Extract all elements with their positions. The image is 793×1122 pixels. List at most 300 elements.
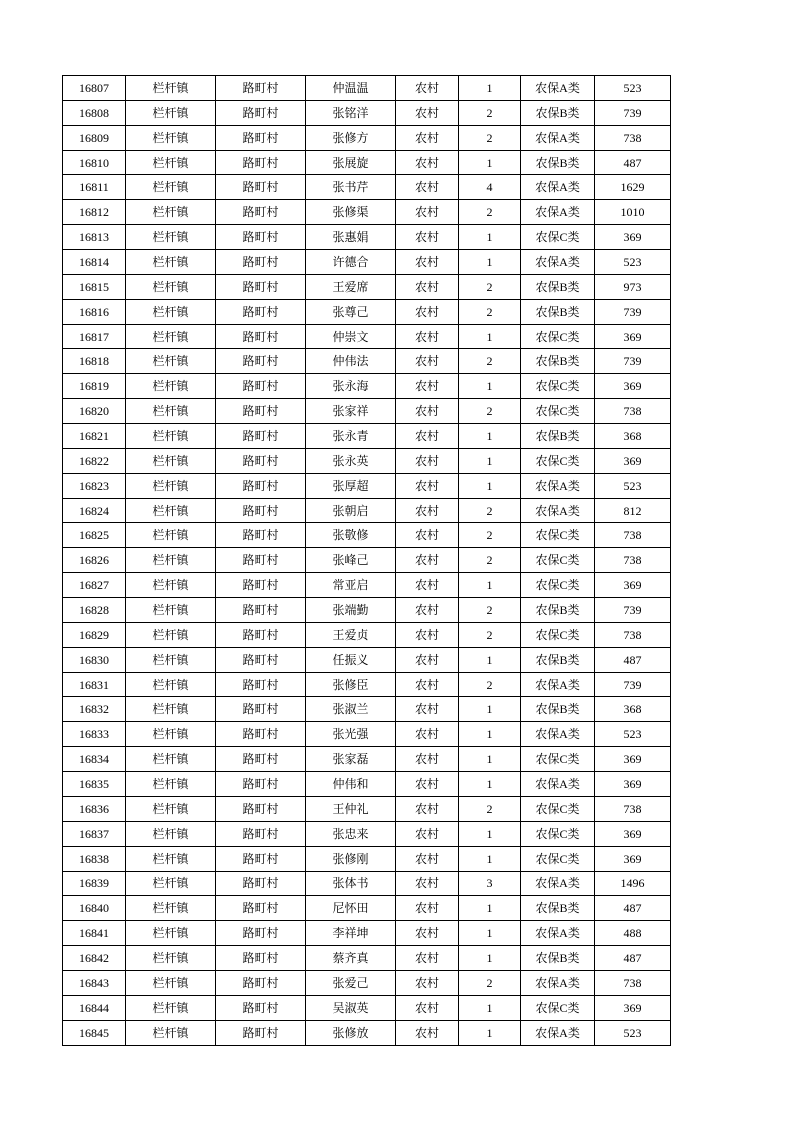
table-cell-residence: 农村 [396, 573, 459, 598]
table-cell-category: 农保A类 [521, 76, 595, 101]
table-cell-count: 1 [459, 896, 521, 921]
table-cell-village: 路町村 [216, 946, 306, 971]
table-cell-amount: 369 [595, 747, 671, 772]
table-cell-amount: 523 [595, 250, 671, 275]
table-cell-amount: 738 [595, 622, 671, 647]
table-cell-residence: 农村 [396, 896, 459, 921]
table-cell-category: 农保C类 [521, 225, 595, 250]
table-cell-count: 1 [459, 1020, 521, 1045]
table-cell-amount: 739 [595, 598, 671, 623]
table-cell-town: 栏杆镇 [126, 523, 216, 548]
table-cell-id: 16831 [63, 672, 126, 697]
table-cell-count: 2 [459, 523, 521, 548]
table-cell-category: 农保C类 [521, 399, 595, 424]
table-row [63, 796, 671, 821]
table-row [63, 548, 671, 573]
table-cell-amount: 369 [595, 995, 671, 1020]
table-row [63, 225, 671, 250]
table-cell-village: 路町村 [216, 76, 306, 101]
table-cell-name: 张展旋 [306, 150, 396, 175]
table-cell-village: 路町村 [216, 747, 306, 772]
table-cell-count: 1 [459, 473, 521, 498]
table-cell-category: 农保A类 [521, 772, 595, 797]
table-cell-id: 16836 [63, 796, 126, 821]
table-cell-town: 栏杆镇 [126, 747, 216, 772]
table-cell-name: 仲伟法 [306, 349, 396, 374]
table-row [63, 349, 671, 374]
table-cell-id: 16823 [63, 473, 126, 498]
table-cell-residence: 农村 [396, 995, 459, 1020]
table-cell-residence: 农村 [396, 747, 459, 772]
table-cell-residence: 农村 [396, 970, 459, 995]
table-row [63, 697, 671, 722]
table-cell-village: 路町村 [216, 796, 306, 821]
table-cell-amount: 487 [595, 946, 671, 971]
table-cell-village: 路町村 [216, 473, 306, 498]
table-cell-name: 张朝启 [306, 498, 396, 523]
table-cell-name: 张端勤 [306, 598, 396, 623]
table-cell-category: 农保C类 [521, 796, 595, 821]
table-row [63, 772, 671, 797]
table-cell-town: 栏杆镇 [126, 1020, 216, 1045]
table-cell-town: 栏杆镇 [126, 970, 216, 995]
table-cell-village: 路町村 [216, 498, 306, 523]
table-row [63, 896, 671, 921]
table-cell-id: 16827 [63, 573, 126, 598]
table-cell-name: 张敬修 [306, 523, 396, 548]
table-cell-residence: 农村 [396, 76, 459, 101]
table-cell-town: 栏杆镇 [126, 796, 216, 821]
table-cell-town: 栏杆镇 [126, 548, 216, 573]
table-cell-category: 农保B类 [521, 100, 595, 125]
table-cell-name: 张永青 [306, 424, 396, 449]
table-cell-id: 16838 [63, 846, 126, 871]
table-cell-amount: 369 [595, 225, 671, 250]
table-cell-residence: 农村 [396, 349, 459, 374]
table-cell-village: 路町村 [216, 225, 306, 250]
table-cell-town: 栏杆镇 [126, 448, 216, 473]
table-cell-village: 路町村 [216, 846, 306, 871]
table-cell-village: 路町村 [216, 970, 306, 995]
table-row [63, 722, 671, 747]
table-cell-residence: 农村 [396, 125, 459, 150]
table-cell-village: 路町村 [216, 921, 306, 946]
table-cell-category: 农保B类 [521, 424, 595, 449]
table-cell-amount: 739 [595, 349, 671, 374]
table-cell-count: 4 [459, 175, 521, 200]
table-row [63, 573, 671, 598]
table-cell-id: 16820 [63, 399, 126, 424]
table-cell-name: 吴淑英 [306, 995, 396, 1020]
table-row [63, 871, 671, 896]
table-cell-residence: 农村 [396, 424, 459, 449]
table-row [63, 399, 671, 424]
table-row [63, 598, 671, 623]
table-cell-village: 路町村 [216, 274, 306, 299]
table-cell-amount: 523 [595, 473, 671, 498]
table-cell-id: 16812 [63, 200, 126, 225]
table-cell-amount: 487 [595, 150, 671, 175]
table-cell-id: 16830 [63, 647, 126, 672]
table-cell-id: 16825 [63, 523, 126, 548]
table-cell-name: 张尊己 [306, 299, 396, 324]
table-cell-id: 16837 [63, 821, 126, 846]
table-cell-village: 路町村 [216, 324, 306, 349]
table-cell-name: 尼怀田 [306, 896, 396, 921]
table-cell-category: 农保B类 [521, 946, 595, 971]
table-cell-id: 16834 [63, 747, 126, 772]
table-cell-town: 栏杆镇 [126, 722, 216, 747]
table-cell-amount: 812 [595, 498, 671, 523]
table-cell-count: 1 [459, 697, 521, 722]
table-cell-category: 农保A类 [521, 175, 595, 200]
table-cell-count: 1 [459, 846, 521, 871]
table-cell-amount: 973 [595, 274, 671, 299]
table-row [63, 374, 671, 399]
table-cell-village: 路町村 [216, 299, 306, 324]
table-cell-town: 栏杆镇 [126, 299, 216, 324]
table-cell-amount: 488 [595, 921, 671, 946]
table-cell-town: 栏杆镇 [126, 672, 216, 697]
table-cell-residence: 农村 [396, 846, 459, 871]
table-cell-village: 路町村 [216, 772, 306, 797]
table-cell-village: 路町村 [216, 647, 306, 672]
table-cell-town: 栏杆镇 [126, 647, 216, 672]
table-cell-amount: 738 [595, 970, 671, 995]
table-cell-name: 张厚超 [306, 473, 396, 498]
table-cell-name: 张忠来 [306, 821, 396, 846]
table-row [63, 299, 671, 324]
table-cell-town: 栏杆镇 [126, 871, 216, 896]
table-cell-name: 仲伟和 [306, 772, 396, 797]
table-cell-category: 农保B类 [521, 299, 595, 324]
table-row [63, 821, 671, 846]
table-cell-village: 路町村 [216, 349, 306, 374]
table-cell-name: 许德合 [306, 250, 396, 275]
table-cell-village: 路町村 [216, 722, 306, 747]
table-cell-id: 16808 [63, 100, 126, 125]
table-cell-name: 张光强 [306, 722, 396, 747]
table-cell-amount: 738 [595, 548, 671, 573]
table-cell-id: 16819 [63, 374, 126, 399]
table-cell-name: 仲温温 [306, 76, 396, 101]
table-cell-category: 农保A类 [521, 1020, 595, 1045]
table-cell-residence: 农村 [396, 225, 459, 250]
table-cell-category: 农保C类 [521, 747, 595, 772]
table-cell-amount: 369 [595, 324, 671, 349]
table-cell-residence: 农村 [396, 200, 459, 225]
table-cell-residence: 农村 [396, 1020, 459, 1045]
table-cell-category: 农保A类 [521, 921, 595, 946]
table-cell-village: 路町村 [216, 622, 306, 647]
table-cell-residence: 农村 [396, 871, 459, 896]
table-row [63, 747, 671, 772]
table-row [63, 448, 671, 473]
table-cell-residence: 农村 [396, 100, 459, 125]
table-cell-name: 王爱贞 [306, 622, 396, 647]
table-cell-id: 16807 [63, 76, 126, 101]
table-cell-residence: 农村 [396, 821, 459, 846]
table-cell-residence: 农村 [396, 598, 459, 623]
table-cell-village: 路町村 [216, 448, 306, 473]
table-cell-village: 路町村 [216, 523, 306, 548]
table-cell-town: 栏杆镇 [126, 399, 216, 424]
table-cell-village: 路町村 [216, 548, 306, 573]
table-row [63, 100, 671, 125]
table-cell-village: 路町村 [216, 424, 306, 449]
table-cell-village: 路町村 [216, 598, 306, 623]
table-cell-town: 栏杆镇 [126, 76, 216, 101]
table-cell-name: 王爱席 [306, 274, 396, 299]
table-cell-amount: 1496 [595, 871, 671, 896]
table-cell-count: 1 [459, 225, 521, 250]
table-cell-amount: 523 [595, 1020, 671, 1045]
table-cell-name: 仲崇文 [306, 324, 396, 349]
table-cell-count: 1 [459, 150, 521, 175]
table-cell-id: 16832 [63, 697, 126, 722]
table-cell-count: 2 [459, 796, 521, 821]
table-cell-id: 16843 [63, 970, 126, 995]
table-cell-id: 16839 [63, 871, 126, 896]
table-cell-amount: 523 [595, 76, 671, 101]
table-cell-name: 张淑兰 [306, 697, 396, 722]
table-cell-name: 张家磊 [306, 747, 396, 772]
table-cell-town: 栏杆镇 [126, 498, 216, 523]
table-cell-amount: 738 [595, 796, 671, 821]
table-row [63, 647, 671, 672]
table-cell-amount: 738 [595, 399, 671, 424]
table-cell-count: 2 [459, 349, 521, 374]
table-cell-town: 栏杆镇 [126, 473, 216, 498]
table-cell-name: 张峰己 [306, 548, 396, 573]
table-cell-amount: 369 [595, 846, 671, 871]
table-row [63, 523, 671, 548]
table-cell-town: 栏杆镇 [126, 697, 216, 722]
table-cell-id: 16822 [63, 448, 126, 473]
table-cell-residence: 农村 [396, 523, 459, 548]
table-cell-count: 1 [459, 76, 521, 101]
table-cell-count: 2 [459, 200, 521, 225]
table-cell-residence: 农村 [396, 796, 459, 821]
table-row [63, 995, 671, 1020]
table-cell-category: 农保B类 [521, 697, 595, 722]
table-cell-village: 路町村 [216, 399, 306, 424]
table-cell-category: 农保C类 [521, 821, 595, 846]
table-cell-category: 农保B类 [521, 896, 595, 921]
table-cell-amount: 738 [595, 125, 671, 150]
table-cell-town: 栏杆镇 [126, 374, 216, 399]
table-cell-count: 2 [459, 622, 521, 647]
table-cell-category: 农保A类 [521, 473, 595, 498]
table-cell-count: 1 [459, 250, 521, 275]
table-cell-id: 16840 [63, 896, 126, 921]
table-cell-amount: 368 [595, 697, 671, 722]
table-cell-town: 栏杆镇 [126, 995, 216, 1020]
table-cell-id: 16815 [63, 274, 126, 299]
table-cell-village: 路町村 [216, 125, 306, 150]
table-cell-category: 农保A类 [521, 672, 595, 697]
table-cell-town: 栏杆镇 [126, 250, 216, 275]
table-cell-category: 农保C类 [521, 573, 595, 598]
table-cell-town: 栏杆镇 [126, 175, 216, 200]
table-row [63, 498, 671, 523]
table-cell-residence: 农村 [396, 473, 459, 498]
table-cell-category: 农保A类 [521, 871, 595, 896]
table-cell-category: 农保B类 [521, 274, 595, 299]
table-cell-name: 张体书 [306, 871, 396, 896]
table-cell-id: 16821 [63, 424, 126, 449]
table-cell-town: 栏杆镇 [126, 349, 216, 374]
table-cell-count: 1 [459, 374, 521, 399]
table-cell-count: 1 [459, 448, 521, 473]
table-row [63, 473, 671, 498]
table-cell-count: 1 [459, 424, 521, 449]
table-cell-amount: 739 [595, 672, 671, 697]
table-cell-count: 1 [459, 772, 521, 797]
table-cell-town: 栏杆镇 [126, 896, 216, 921]
table-cell-amount: 487 [595, 896, 671, 921]
table-cell-town: 栏杆镇 [126, 150, 216, 175]
table-cell-amount: 1629 [595, 175, 671, 200]
table-cell-amount: 738 [595, 523, 671, 548]
table-cell-residence: 农村 [396, 772, 459, 797]
table-cell-village: 路町村 [216, 374, 306, 399]
table-row [63, 1020, 671, 1045]
table-row [63, 672, 671, 697]
table-cell-id: 16835 [63, 772, 126, 797]
table-cell-name: 张永海 [306, 374, 396, 399]
table-cell-id: 16841 [63, 921, 126, 946]
table-cell-residence: 农村 [396, 672, 459, 697]
table-cell-count: 1 [459, 747, 521, 772]
table-cell-category: 农保A类 [521, 250, 595, 275]
table-cell-amount: 739 [595, 299, 671, 324]
table-row [63, 274, 671, 299]
table-cell-town: 栏杆镇 [126, 946, 216, 971]
table-cell-town: 栏杆镇 [126, 100, 216, 125]
table-cell-id: 16810 [63, 150, 126, 175]
table-cell-category: 农保C类 [521, 448, 595, 473]
table-cell-residence: 农村 [396, 498, 459, 523]
table-cell-residence: 农村 [396, 946, 459, 971]
table-cell-amount: 369 [595, 821, 671, 846]
table-cell-id: 16811 [63, 175, 126, 200]
table-cell-town: 栏杆镇 [126, 225, 216, 250]
table-cell-residence: 农村 [396, 374, 459, 399]
table-cell-name: 张惠娟 [306, 225, 396, 250]
table-cell-name: 任振义 [306, 647, 396, 672]
table-cell-town: 栏杆镇 [126, 424, 216, 449]
table-cell-village: 路町村 [216, 100, 306, 125]
table-cell-residence: 农村 [396, 324, 459, 349]
table-cell-residence: 农村 [396, 448, 459, 473]
table-cell-name: 常亚启 [306, 573, 396, 598]
table-cell-count: 2 [459, 598, 521, 623]
table-cell-amount: 369 [595, 772, 671, 797]
table-cell-amount: 369 [595, 448, 671, 473]
table-row [63, 250, 671, 275]
table-cell-village: 路町村 [216, 200, 306, 225]
table-cell-count: 2 [459, 498, 521, 523]
table-cell-residence: 农村 [396, 548, 459, 573]
table-cell-count: 1 [459, 647, 521, 672]
table-cell-category: 农保C类 [521, 374, 595, 399]
table-cell-town: 栏杆镇 [126, 274, 216, 299]
table-row [63, 970, 671, 995]
table-cell-count: 2 [459, 274, 521, 299]
table-cell-amount: 369 [595, 573, 671, 598]
table-cell-amount: 369 [595, 374, 671, 399]
table-cell-village: 路町村 [216, 821, 306, 846]
table-cell-town: 栏杆镇 [126, 573, 216, 598]
table-cell-count: 1 [459, 324, 521, 349]
table-cell-town: 栏杆镇 [126, 772, 216, 797]
table-cell-town: 栏杆镇 [126, 598, 216, 623]
table-cell-id: 16828 [63, 598, 126, 623]
table-cell-residence: 农村 [396, 722, 459, 747]
table-cell-category: 农保C类 [521, 548, 595, 573]
table-cell-amount: 1010 [595, 200, 671, 225]
table-cell-residence: 农村 [396, 175, 459, 200]
table-cell-name: 张修臣 [306, 672, 396, 697]
table-cell-residence: 农村 [396, 299, 459, 324]
table-cell-village: 路町村 [216, 175, 306, 200]
table-cell-name: 张修方 [306, 125, 396, 150]
table-cell-category: 农保B类 [521, 647, 595, 672]
table-cell-count: 1 [459, 573, 521, 598]
table-cell-count: 2 [459, 672, 521, 697]
table-cell-name: 张铭洋 [306, 100, 396, 125]
table-row [63, 175, 671, 200]
table-cell-count: 1 [459, 722, 521, 747]
table-cell-village: 路町村 [216, 573, 306, 598]
table-cell-town: 栏杆镇 [126, 125, 216, 150]
table-cell-name: 张书芹 [306, 175, 396, 200]
table-cell-amount: 487 [595, 647, 671, 672]
table-cell-count: 3 [459, 871, 521, 896]
table-body [63, 76, 671, 1046]
table-cell-category: 农保C类 [521, 846, 595, 871]
table-cell-id: 16829 [63, 622, 126, 647]
table-cell-name: 张家祥 [306, 399, 396, 424]
table-cell-count: 2 [459, 548, 521, 573]
table-cell-id: 16826 [63, 548, 126, 573]
table-cell-category: 农保C类 [521, 622, 595, 647]
table-cell-count: 1 [459, 946, 521, 971]
table-cell-id: 16809 [63, 125, 126, 150]
table-cell-name: 王仲礼 [306, 796, 396, 821]
table-cell-id: 16842 [63, 946, 126, 971]
table-cell-name: 张修刚 [306, 846, 396, 871]
table-cell-name: 张修渠 [306, 200, 396, 225]
table-row [63, 946, 671, 971]
table-cell-id: 16817 [63, 324, 126, 349]
table-cell-town: 栏杆镇 [126, 622, 216, 647]
table-cell-count: 2 [459, 399, 521, 424]
table-cell-amount: 368 [595, 424, 671, 449]
table-cell-name: 张修放 [306, 1020, 396, 1045]
table-row [63, 324, 671, 349]
table-cell-town: 栏杆镇 [126, 324, 216, 349]
data-table [62, 75, 671, 1046]
table-cell-category: 农保B类 [521, 150, 595, 175]
table-cell-residence: 农村 [396, 274, 459, 299]
table-cell-id: 16824 [63, 498, 126, 523]
table-cell-count: 2 [459, 299, 521, 324]
table-cell-count: 2 [459, 100, 521, 125]
table-cell-village: 路町村 [216, 150, 306, 175]
table-row [63, 150, 671, 175]
